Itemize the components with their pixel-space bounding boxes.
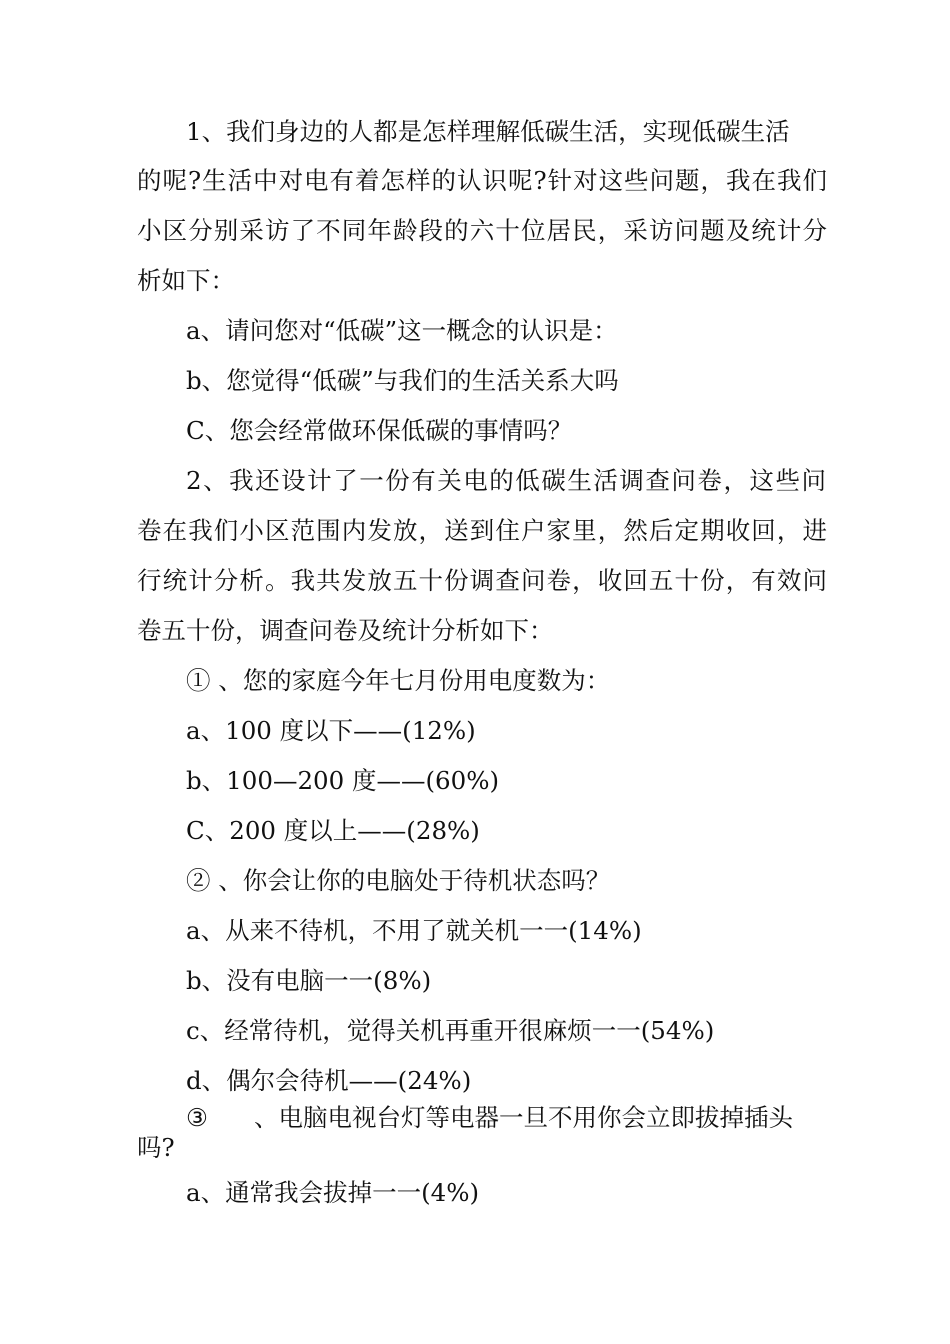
- survey-question-1-option-a: a、100 度以下——(12%): [186, 716, 476, 745]
- paragraph-1-line-4: 析如下：: [137, 266, 235, 295]
- survey-question-3-line-2: 吗?: [137, 1133, 175, 1162]
- paragraph-2-line-4: 卷五十份，调查问卷及统计分析如下：: [137, 616, 554, 645]
- survey-question-3-option-a: a、通常我会拔掉一一(4%): [186, 1178, 480, 1207]
- survey-question-3-line-1: [186, 1103, 826, 1133]
- interview-question-b: b、您觉得“低碳”与我们的生活关系大吗: [186, 366, 619, 395]
- paragraph-2-line-3: 行统计分析。我共发放五十份调查问卷，收回五十份，有效问: [137, 566, 827, 595]
- interview-question-a: a、请问您对“低碳”这一概念的认识是：: [186, 316, 618, 345]
- survey-question-2-option-d: d、偶尔会待机——(24%): [186, 1066, 472, 1095]
- survey-question-1: ① 、您的家庭今年七月份用电度数为：: [186, 666, 611, 695]
- survey-question-2-option-b: b、没有电脑一一(8%): [186, 966, 432, 995]
- paragraph-1-line-3: 小区分别采访了不同年龄段的六十位居民，采访问题及统计分: [137, 216, 827, 245]
- survey-question-3-number: ③: [186, 1103, 208, 1132]
- interview-question-c: C、您会经常做环保低碳的事情吗？: [186, 416, 573, 445]
- paragraph-1-line-1: 1、我们身边的人都是怎样理解低碳生活，实现低碳生活: [186, 117, 790, 146]
- survey-question-2-option-a: a、从来不待机，不用了就关机一一(14%): [186, 916, 642, 945]
- survey-question-3-text: 、电脑电视台灯等电器一旦不用你会立即拔掉插头: [254, 1103, 793, 1132]
- paragraph-2-line-2: 卷在我们小区范围内发放，送到住户家里，然后定期收回，进: [137, 516, 827, 545]
- paragraph-2-line-1: 2、我还设计了一份有关电的低碳生活调查问卷，这些问: [186, 466, 826, 495]
- survey-question-2: ② 、你会让你的电脑处于待机状态吗？: [186, 866, 611, 895]
- survey-question-2-option-c: c、经常待机，觉得关机再重开很麻烦一一(54%): [186, 1016, 715, 1045]
- survey-question-1-option-c: C、200 度以上——(28%): [186, 816, 480, 845]
- survey-question-1-option-b: b、100—200 度——(60%): [186, 766, 500, 795]
- paragraph-1-line-2: 的呢?生活中对电有着怎样的认识呢?针对这些问题，我在我们: [137, 166, 827, 195]
